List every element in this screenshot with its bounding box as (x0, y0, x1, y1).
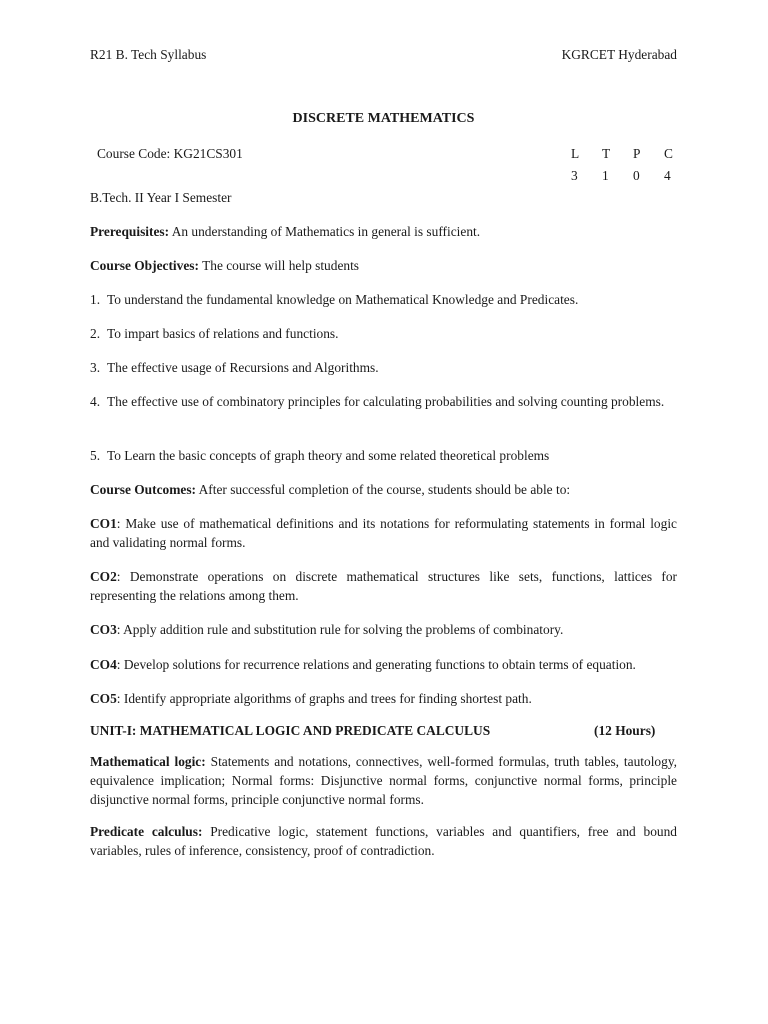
outcome-text: : Identify appropriate algorithms of graphs and trees for finding shortest path. (116, 691, 532, 706)
ltpc-value-row (571, 166, 677, 188)
course-code: Course Code: KG21CS301 (97, 146, 243, 161)
header-right: KGRCET Hyderabad (561, 47, 677, 62)
objective-number: 2. (90, 326, 101, 341)
objective-item (90, 446, 677, 465)
ltpc-value-t: 1 (602, 168, 609, 183)
ltpc-value-p: 0 (633, 168, 640, 183)
objective-number: 3. (90, 360, 101, 375)
objective-item (90, 392, 677, 411)
outcome-co4 (90, 655, 677, 674)
objectives-intro (90, 256, 677, 275)
objectives-label: Course Objectives: (90, 258, 199, 273)
objective-number: 5. (90, 448, 101, 463)
unit-heading (90, 721, 677, 740)
mathematical-logic-paragraph (90, 752, 677, 809)
objective-item (90, 358, 677, 377)
ltpc-header-c: C (664, 146, 673, 161)
objective-text: The effective usage of Recursions and Algorithms. (107, 360, 379, 375)
unit-hours: (12 Hours) (594, 723, 656, 738)
outcome-code: CO4 (90, 657, 117, 672)
unit-title: UNIT-I: MATHEMATICAL LOGIC AND PREDICATE CALCULUS (90, 723, 491, 738)
outcome-co2 (90, 567, 677, 605)
outcome-co3 (90, 620, 677, 639)
objective-number: 1. (90, 292, 101, 307)
mathematical-logic-label: Mathematical logic: (90, 754, 206, 769)
page-header (90, 45, 677, 64)
predicate-calculus-paragraph (90, 822, 677, 860)
outcomes-intro (90, 480, 677, 499)
ltpc-value-c: 4 (664, 168, 671, 183)
outcome-text: : Demonstrate operations on discrete mathematical structures like sets, functions, lattices for representing the relations among them. (90, 569, 677, 603)
course-title: DISCRETE MATHEMATICS (292, 111, 475, 126)
prerequisites-label: Prerequisites: (90, 224, 170, 239)
outcome-code: CO2 (90, 569, 117, 584)
ltpc-value-l: 3 (571, 168, 578, 183)
ltpc-header-l: L (571, 146, 580, 161)
objective-item (90, 324, 677, 343)
predicate-calculus-label: Predicate calculus: (90, 824, 203, 839)
header-left: R21 B. Tech Syllabus (90, 47, 207, 62)
ltpc-table (571, 144, 677, 188)
objective-text: To Learn the basic concepts of graph theory and some related theoretical problems (107, 448, 550, 463)
outcome-text: : Develop solutions for recurrence relations and generating functions to obtain terms of equation. (116, 657, 636, 672)
objective-text: To impart basics of relations and functions. (107, 326, 339, 341)
ltpc-header-row (571, 144, 677, 166)
objective-number: 4. (90, 394, 101, 409)
ltpc-header-p: P (633, 146, 641, 161)
mathematical-logic-text: Statements and notations, connectives, well-formed formulas, truth tables, tautology, equivalence implication; Normal forms: Disjunctive normal forms, conjunctive normal forms, principle disjunctive normal forms, principle conjunctive normal forms. (90, 754, 677, 807)
outcome-text: : Make use of mathematical definitions and its notations for reformulating statements in formal logic and validating normal forms. (90, 516, 677, 550)
outcome-code: CO3 (90, 622, 117, 637)
outcome-code: CO1 (90, 516, 117, 531)
prerequisites (90, 222, 677, 241)
semester: B.Tech. II Year I Semester (90, 190, 232, 205)
outcome-text: : Apply addition rule and substitution rule for solving the problems of combinatory. (116, 622, 564, 637)
outcome-co5 (90, 689, 677, 708)
objective-item (90, 290, 677, 309)
objectives-text: The course will help students (198, 258, 360, 273)
outcomes-label: Course Outcomes: (90, 482, 196, 497)
outcome-code: CO5 (90, 691, 117, 706)
predicate-calculus-text: Predicative logic, statement functions, variables and quantifiers, free and bound variables, rules of inference, consistency, proof of contradiction. (90, 824, 677, 858)
ltpc-header-t: T (602, 146, 611, 161)
outcome-co1 (90, 514, 677, 552)
objective-text: The effective use of combinatory principles for calculating probabilities and solving counting problems. (107, 394, 665, 409)
prerequisites-text: An understanding of Mathematics in general is sufficient. (169, 224, 481, 239)
objective-text: To understand the fundamental knowledge on Mathematical Knowledge and Predicates. (107, 292, 579, 307)
outcomes-text: After successful completion of the course, students should be able to: (196, 482, 571, 497)
